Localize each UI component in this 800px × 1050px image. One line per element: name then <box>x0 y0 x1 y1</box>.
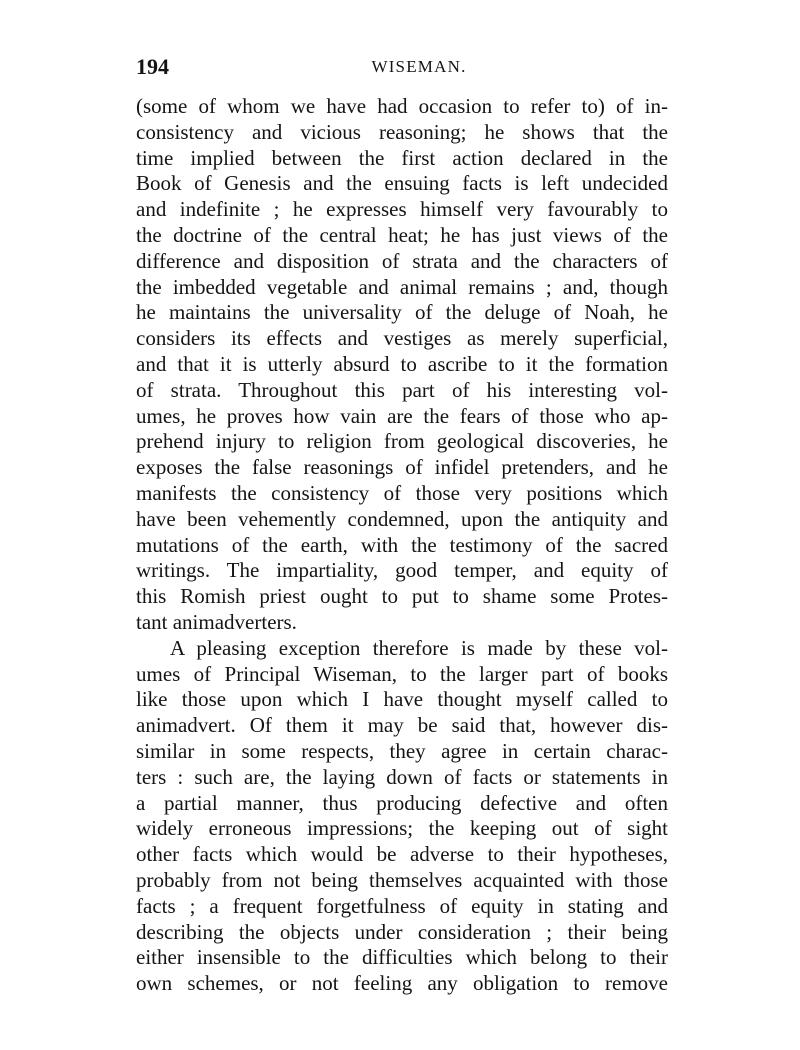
paragraph-2 <box>136 636 668 997</box>
text-line: (some of whom we have had occasion to refer to) of in- <box>136 94 668 118</box>
text-line: umes, he proves how vain are the fears of those who ap- <box>136 403 668 428</box>
text-line: probably from not being themselves acquainted with those <box>136 867 668 892</box>
running-head <box>136 52 668 82</box>
text-line: exposes the false reasonings of infidel pretenders, and he <box>136 455 668 480</box>
text-line: either insensible to the difficulties which belong to their <box>136 945 668 970</box>
page-number: 194 <box>136 54 169 79</box>
text-line: like those upon which I have thought myself called to <box>136 687 668 712</box>
text-line: facts ; a frequent forgetfulness of equity in stating and <box>136 893 668 918</box>
text-line: this Romish priest ought to put to shame some Protes- <box>136 584 668 609</box>
text-line: prehend injury to religion from geological discoveries, he <box>136 429 668 454</box>
text-line: the imbedded vegetable and animal remains ; and, though <box>136 274 668 299</box>
text-line: other facts which would be adverse to their hypotheses, <box>136 842 668 867</box>
text-line: widely erroneous impressions; the keeping out of sight <box>136 816 668 841</box>
text-line: tant animadverters. <box>136 609 297 634</box>
text-line: A pleasing exception therefore is made by these vol- <box>170 635 668 660</box>
text-line: the doctrine of the central heat; he has just views of the <box>136 222 668 247</box>
text-line: and that it is utterly absurd to ascribe to it the formation <box>136 351 668 376</box>
text-line: difference and disposition of strata and the characters of <box>136 248 668 273</box>
body-text <box>136 94 668 997</box>
text-line: a partial manner, thus producing defective and often <box>136 790 668 815</box>
text-line: animadvert. Of them it may be said that, however dis- <box>136 713 668 738</box>
text-line: manifests the consistency of those very positions which <box>136 480 668 505</box>
text-line: similar in some respects, they agree in certain charac- <box>136 738 668 763</box>
text-line: have been vehemently condemned, upon the antiquity and <box>136 506 668 531</box>
text-line: mutations of the earth, with the testimony of the sacred <box>136 532 668 557</box>
text-line: umes of Principal Wiseman, to the larger part of books <box>136 661 668 686</box>
text-line: own schemes, or not feeling any obligation to remove <box>136 971 668 996</box>
text-line: he maintains the universality of the deluge of Noah, he <box>136 300 668 325</box>
text-line: writings. The impartiality, good temper, and equity of <box>136 558 668 583</box>
text-line: Book of Genesis and the ensuing facts is left undecided <box>136 171 668 196</box>
text-line: time implied between the first action declared in the <box>136 145 668 170</box>
text-line: ters : such are, the laying down of facts or statements in <box>136 764 668 789</box>
paragraph-1 <box>136 94 668 636</box>
text-line: considers its effects and vestiges as merely superficial, <box>136 326 668 351</box>
text-line: of strata. Throughout this part of his interesting vol- <box>136 377 668 402</box>
text-line: consistency and vicious reasoning; he shows that the <box>136 119 668 144</box>
text-line: and indefinite ; he expresses himself very favourably to <box>136 197 668 222</box>
text-line: describing the objects under consideration ; their being <box>136 919 668 944</box>
running-title: WISEMAN. <box>371 57 467 76</box>
